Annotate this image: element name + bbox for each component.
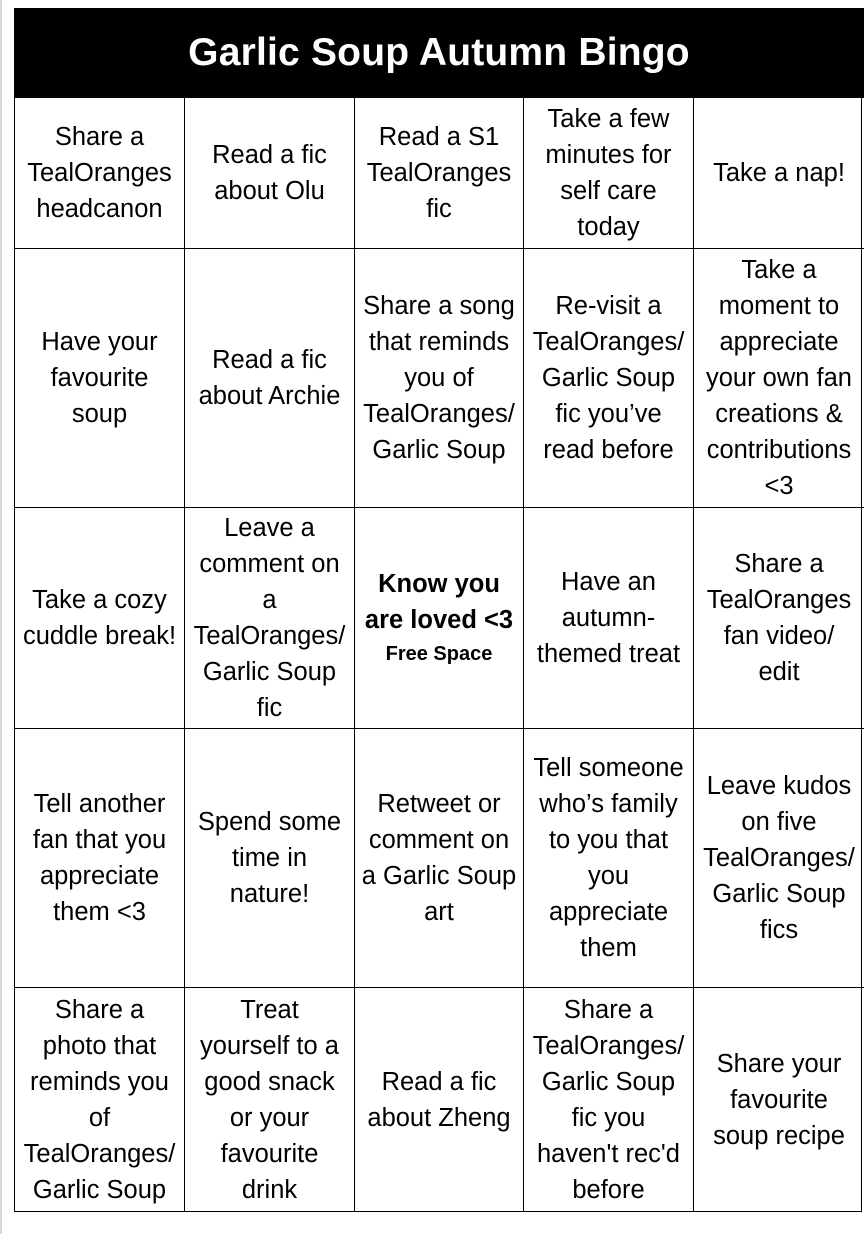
bingo-cell-text: Take a nap! (713, 159, 845, 187)
bingo-cell-r4-c1 (15, 729, 185, 988)
free-space-text-line1: Know you (378, 570, 500, 598)
bingo-cell-r2-c1 (15, 249, 185, 508)
bingo-card (14, 8, 864, 1213)
bingo-cell-r4-c4 (524, 729, 694, 988)
bingo-cell-text: Spend some time in nature! (197, 808, 342, 908)
bingo-cell-r2-c3 (355, 249, 524, 508)
bingo-cell-text: Share your favourite soup recipe (713, 1050, 845, 1150)
bingo-cell-r3-c2 (185, 508, 355, 729)
bingo-cell-text: Treat yourself to a good snack or your favourite drink (200, 996, 339, 1204)
bingo-cell-text: Take a cozy cuddle break! (22, 586, 177, 650)
bingo-cell-r5-c3 (355, 988, 524, 1212)
bingo-cell-r1-c2 (185, 98, 355, 249)
bingo-cell-r4-c3 (355, 729, 524, 988)
bingo-cell-text: Leave a comment on a TealOranges/ Garlic Soup fic (193, 514, 346, 722)
free-space-text-line2: are loved <3 (364, 606, 514, 634)
bingo-cell-text: Tell another fan that you appreciate them <3 (32, 790, 167, 926)
bingo-cell-r2-c4 (524, 249, 694, 508)
bingo-cell-r1-c1 (15, 98, 185, 249)
bingo-cell-r1-c5 (694, 98, 864, 249)
bingo-title: Garlic Soup Autumn Bingo (14, 8, 864, 98)
bingo-cell-text: Read a S1 TealOranges fic (366, 123, 512, 223)
bingo-cell-text: Retweet or comment on a Garlic Soup art (361, 790, 517, 926)
bingo-cell-text: Take a moment to appreciate your own fan creations & contributions <3 (705, 256, 852, 500)
bingo-cell-r4-c5 (694, 729, 864, 988)
bingo-cell-r2-c2 (185, 249, 355, 508)
bingo-cell-r1-c4 (524, 98, 694, 249)
free-space-label: Free Space (385, 643, 493, 665)
bingo-cell-text: Read a fic about Zheng (367, 1068, 511, 1132)
bingo-cell-text: Share a photo that reminds you of TealOranges/ Garlic Soup (23, 996, 176, 1204)
bingo-cell-r3-c5 (694, 508, 864, 729)
bingo-cell-text: Re-visit a TealOranges/ Garlic Soup fic you’ve read before (532, 292, 685, 464)
page-edge (0, 0, 2, 1234)
bingo-cell-text: Tell someone who’s family to you that you appreciate them (533, 754, 684, 962)
bingo-cell-r5-c5 (694, 988, 864, 1212)
bingo-cell-r4-c2 (185, 729, 355, 988)
bingo-cell-text: Take a few minutes for self care today (545, 105, 672, 241)
bingo-cell-r3-c1 (15, 508, 185, 729)
bingo-cell-text: Share a TealOranges headcanon (27, 123, 172, 223)
bingo-cell-r5-c2 (185, 988, 355, 1212)
bingo-cell-r5-c4 (524, 988, 694, 1212)
bingo-grid (14, 98, 862, 1212)
bingo-cell-text: Have your favourite soup (41, 328, 158, 428)
bingo-cell-text: Leave kudos on five TealOranges/ Garlic Soup fics (703, 772, 855, 944)
bingo-cell-text: Read a fic about Archie (198, 346, 341, 410)
free-space-cell (355, 508, 524, 729)
bingo-cell-text: Read a fic about Olu (212, 141, 327, 205)
bingo-cell-r5-c1 (15, 988, 185, 1212)
bingo-cell-text: Share a song that reminds you of TealOranges/ Garlic Soup (363, 292, 515, 464)
bingo-cell-r3-c4 (524, 508, 694, 729)
bingo-cell-text: Share a TealOranges/ Garlic Soup fic you haven't rec'd before (532, 996, 685, 1204)
bingo-cell-text: Share a TealOranges fan video/ edit (706, 550, 852, 686)
bingo-cell-text: Have an autumn- themed treat (536, 568, 681, 668)
bingo-cell-r2-c5 (694, 249, 864, 508)
bingo-cell-r1-c3 (355, 98, 524, 249)
